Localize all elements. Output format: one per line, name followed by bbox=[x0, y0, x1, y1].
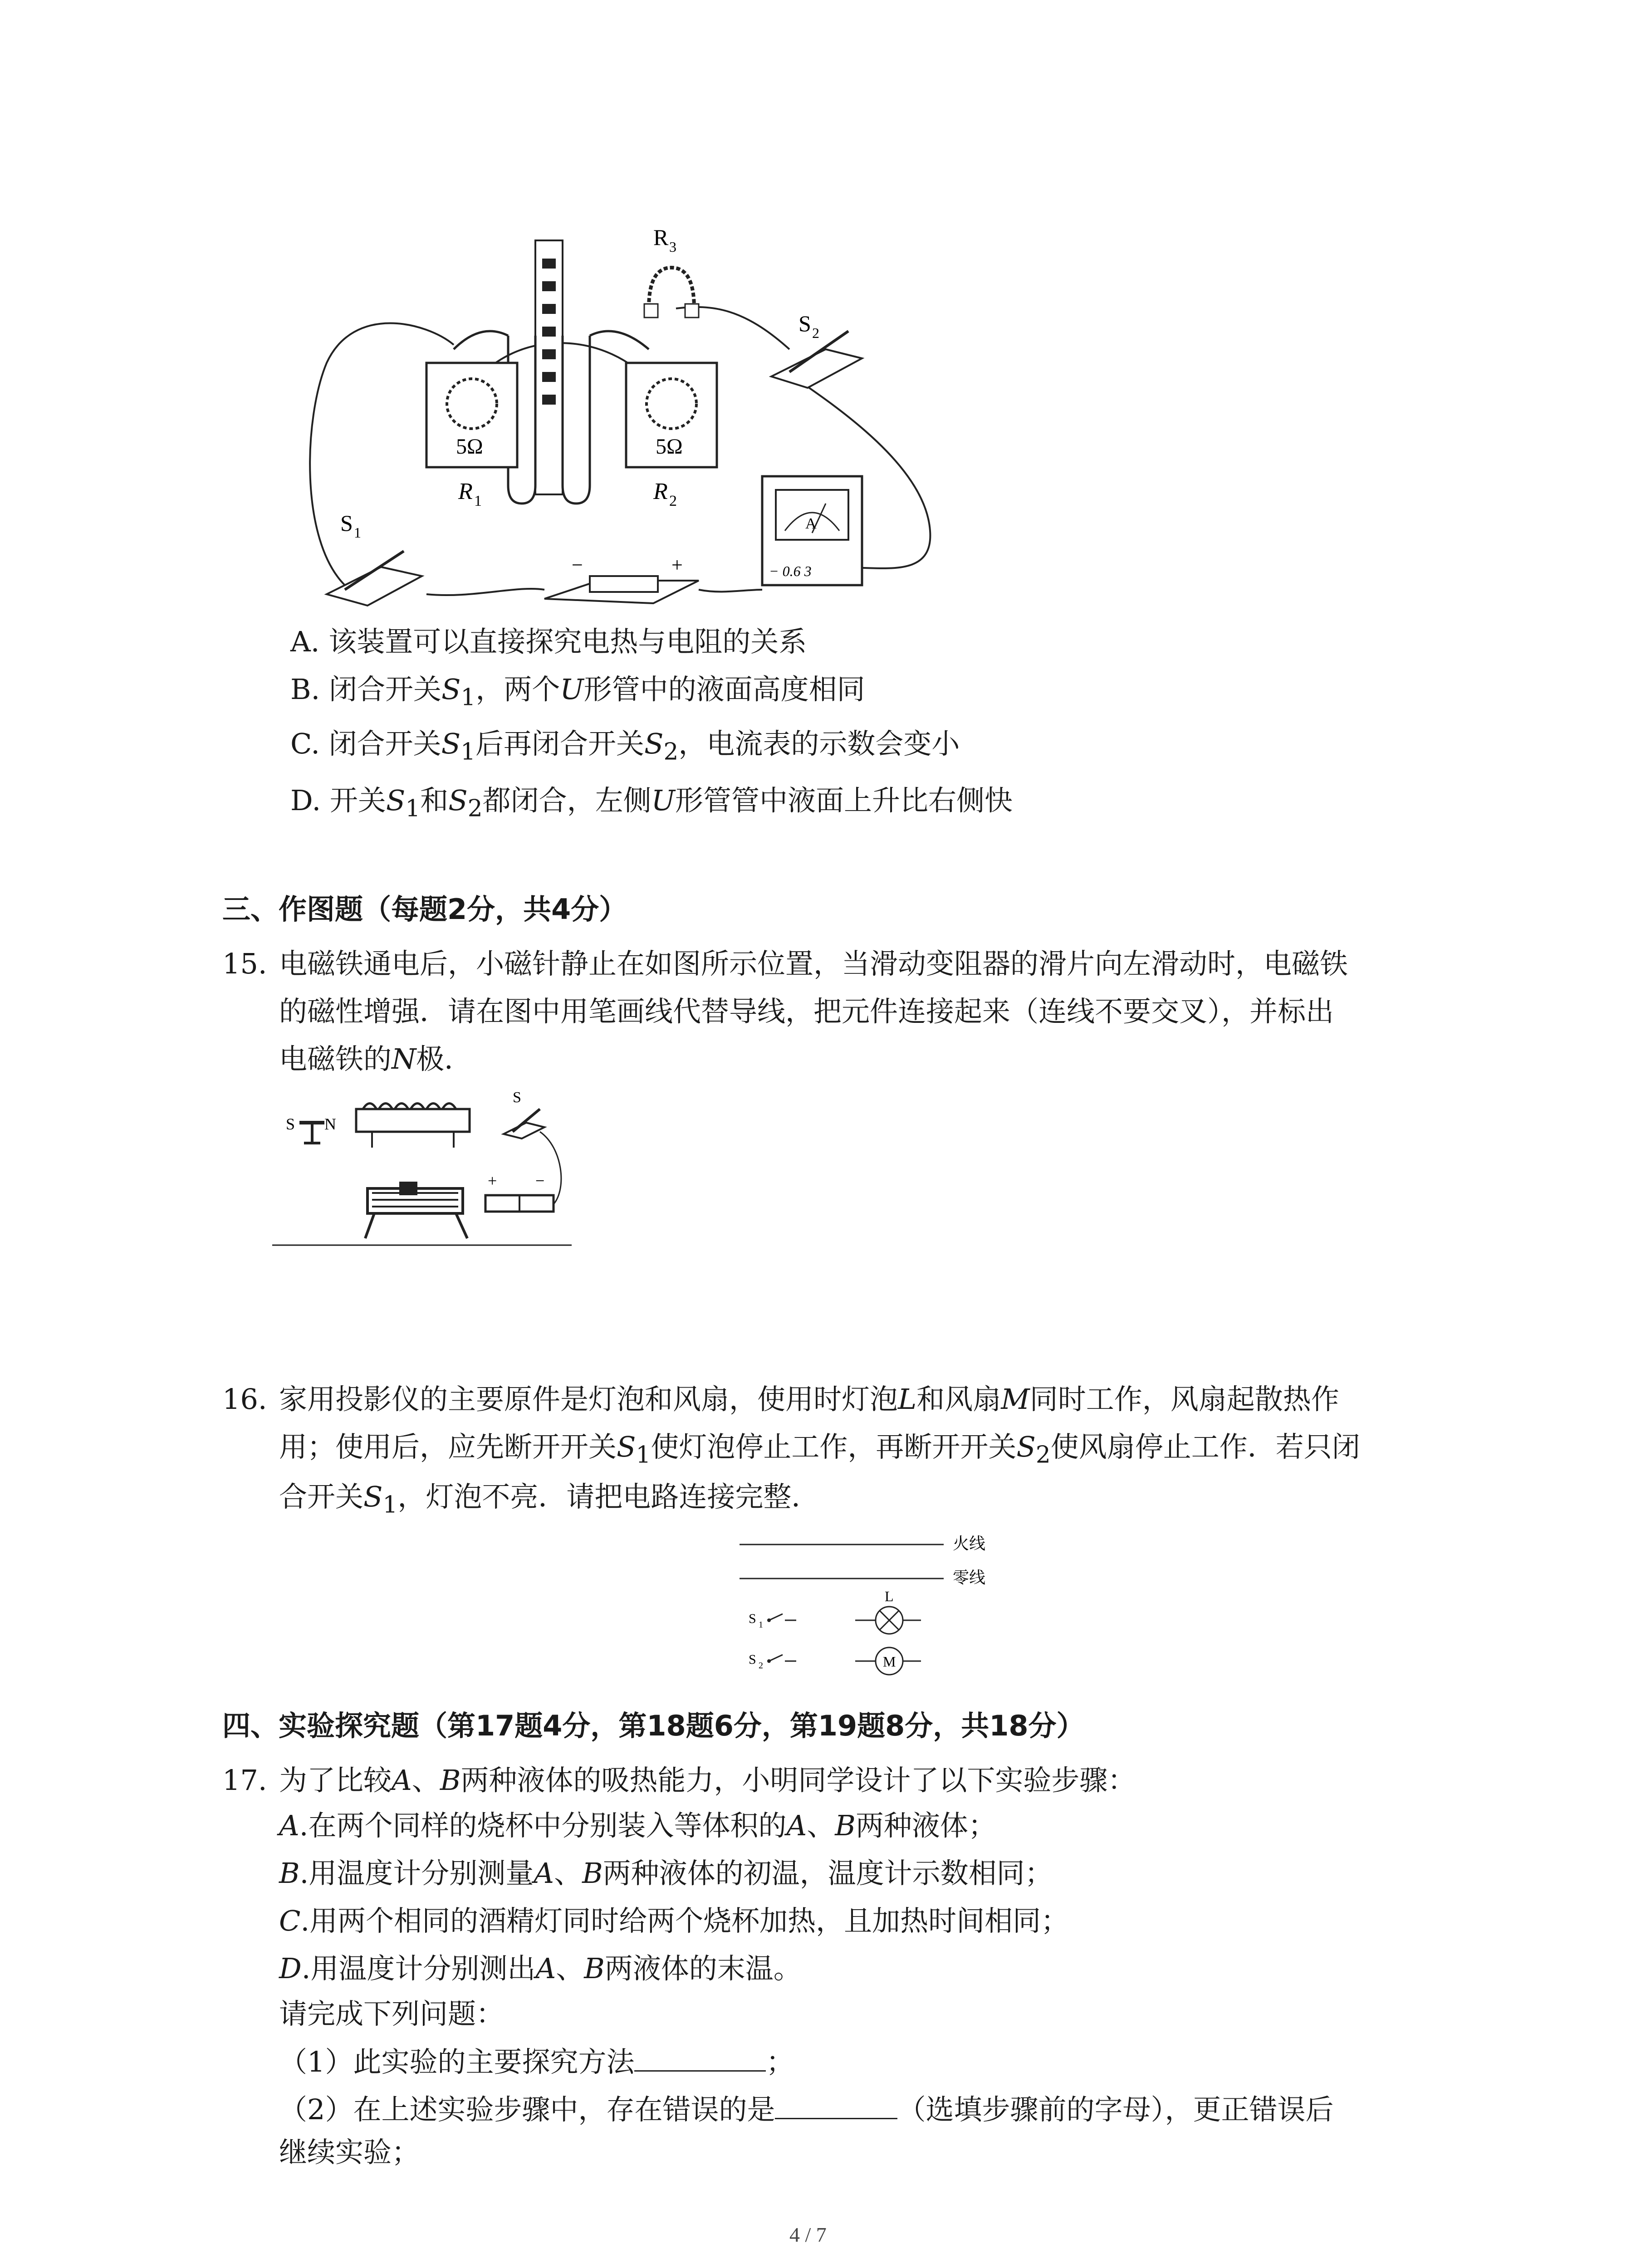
svg-text:S: S bbox=[749, 1652, 756, 1667]
answer-blank-1[interactable] bbox=[634, 2043, 766, 2072]
svg-text:2: 2 bbox=[759, 1661, 763, 1671]
svg-text:L: L bbox=[885, 1588, 894, 1604]
question-number-16: 16. bbox=[222, 1383, 267, 1416]
ammeter bbox=[762, 476, 862, 585]
wire-s1-battery bbox=[426, 589, 544, 595]
option-c[interactable]: C. 闭合开关$S_1$后再闭合开关$S_2$，电流表的示数会变小 bbox=[290, 727, 960, 766]
q15-line-3: 电磁铁的N极． bbox=[279, 1042, 473, 1075]
svg-text:S: S bbox=[286, 1115, 295, 1133]
q15-line-1: 电磁铁通电后，小磁针静止在如图所示位置，当滑动变阻器的滑片向左滑动时，电磁铁 bbox=[279, 947, 1348, 980]
section-heading-experiment: 四、实验探究题（第17题4分，第18题6分，第19题8分，共18分） bbox=[222, 1709, 1085, 1742]
svg-text:S: S bbox=[749, 1611, 756, 1626]
q15-line-2: 的磁性增强．请在图中用笔画线代替导线，把元件连接起来（连线不要交叉），并标出 bbox=[279, 995, 1334, 1028]
circuit-diagram bbox=[290, 213, 948, 612]
u-tube-scale bbox=[535, 240, 563, 494]
sliding-rheostat bbox=[365, 1182, 467, 1238]
neutral-wire-label: 零线 bbox=[953, 1569, 986, 1587]
figure-electromagnet bbox=[272, 1084, 581, 1247]
svg-text:+: + bbox=[671, 554, 683, 576]
svg-text:1: 1 bbox=[759, 1620, 763, 1630]
svg-text:3: 3 bbox=[669, 239, 676, 255]
option-b[interactable]: B. 闭合开关$S_1$，两个U形管中的液面高度相同 bbox=[290, 673, 865, 711]
svg-text:M: M bbox=[883, 1653, 896, 1670]
q17-step-a: A.在两个同样的烧杯中分别装入等体积的A、B两种液体； bbox=[279, 1809, 996, 1842]
electromagnet bbox=[356, 1104, 470, 1148]
q17-step-b: B.用温度计分别测量A、B两种液体的初温，温度计示数相同； bbox=[279, 1857, 1053, 1890]
option-a[interactable]: A. 该装置可以直接探究电热与电阻的关系 bbox=[290, 625, 807, 658]
r3-label: R bbox=[653, 225, 669, 250]
r1-value-label: 5Ω bbox=[456, 435, 483, 459]
svg-text:S: S bbox=[513, 1089, 521, 1106]
switch-s2 bbox=[771, 311, 862, 388]
q16-line-1: 家用投影仪的主要原件是灯泡和风扇，使用时灯泡L和风扇M同时工作，风扇起散热作 bbox=[279, 1383, 1339, 1416]
q17-intro: 为了比较A、B两种液体的吸热能力，小明同学设计了以下实验步骤： bbox=[279, 1764, 1136, 1797]
r1-label: R bbox=[458, 479, 473, 504]
svg-text:1: 1 bbox=[354, 524, 361, 541]
switch-s bbox=[504, 1089, 544, 1139]
question-number-17: 17. bbox=[222, 1764, 267, 1797]
coil-r3 bbox=[649, 268, 694, 308]
svg-text:− 0.6 3: − 0.6 3 bbox=[769, 563, 812, 579]
motor-m-symbol bbox=[855, 1647, 921, 1675]
svg-text:N: N bbox=[324, 1115, 336, 1133]
svg-text:−: − bbox=[572, 554, 583, 576]
q17-sub-2-cont: 继续实验； bbox=[279, 2136, 420, 2169]
figure-projector-circuit bbox=[735, 1524, 1053, 1687]
option-d[interactable]: D. 开关$S_1$和$S_2$都闭合，左侧U形管管中液面上升比右侧快 bbox=[290, 784, 1013, 822]
u-tube-right bbox=[563, 336, 590, 503]
r2-value-label: 5Ω bbox=[656, 435, 683, 459]
q17-prompt: 请完成下列问题： bbox=[279, 1997, 505, 2030]
page-number: 4 / 7 bbox=[789, 2223, 827, 2246]
switch-s2-symbol bbox=[749, 1652, 796, 1671]
magnetic-needle bbox=[286, 1115, 336, 1143]
svg-text:1: 1 bbox=[474, 493, 482, 509]
q17-sub-2: （2）在上述实验步骤中，存在错误的是 （选填步骤前的字母），更正错误后 bbox=[279, 2091, 1333, 2128]
q17-step-c: C.用两个相同的酒精灯同时给两个烧杯加热，且加热时间相同； bbox=[279, 1904, 1069, 1937]
svg-text:A: A bbox=[805, 515, 817, 532]
section-heading-drawing: 三、作图题（每题2分，共4分） bbox=[222, 893, 627, 926]
figure-joule-heating-circuit bbox=[290, 213, 948, 612]
q17-step-d: D.用温度计分别测出A、B两液体的末温。 bbox=[279, 1952, 802, 1985]
live-wire-label: 火线 bbox=[953, 1535, 986, 1553]
q16-line-2: 用；使用后，应先断开开关$S_1$使灯泡停止工作，再断开开关$S_2$使风扇停止工作．若只闭 bbox=[279, 1430, 1360, 1469]
q17-sub-1: （1）此实验的主要探究方法 ； bbox=[279, 2043, 794, 2080]
svg-text:−: − bbox=[535, 1172, 545, 1190]
battery-cell bbox=[485, 1172, 554, 1212]
r2-label: R bbox=[653, 479, 668, 504]
switch-s1-symbol bbox=[749, 1611, 796, 1630]
answer-blank-2[interactable] bbox=[775, 2091, 897, 2119]
lamp-l-symbol bbox=[855, 1588, 921, 1634]
question-number-15: 15. bbox=[222, 947, 267, 980]
svg-text:S: S bbox=[340, 510, 353, 536]
q16-line-3: 合开关$S_1$，灯泡不亮．请把电路连接完整． bbox=[279, 1480, 820, 1519]
switch-s1 bbox=[327, 510, 422, 606]
battery bbox=[544, 554, 699, 603]
wire-battery-ammeter bbox=[699, 590, 762, 591]
svg-text:S: S bbox=[798, 311, 811, 336]
svg-text:2: 2 bbox=[669, 493, 677, 509]
svg-text:2: 2 bbox=[812, 325, 819, 341]
svg-text:+: + bbox=[488, 1172, 497, 1190]
